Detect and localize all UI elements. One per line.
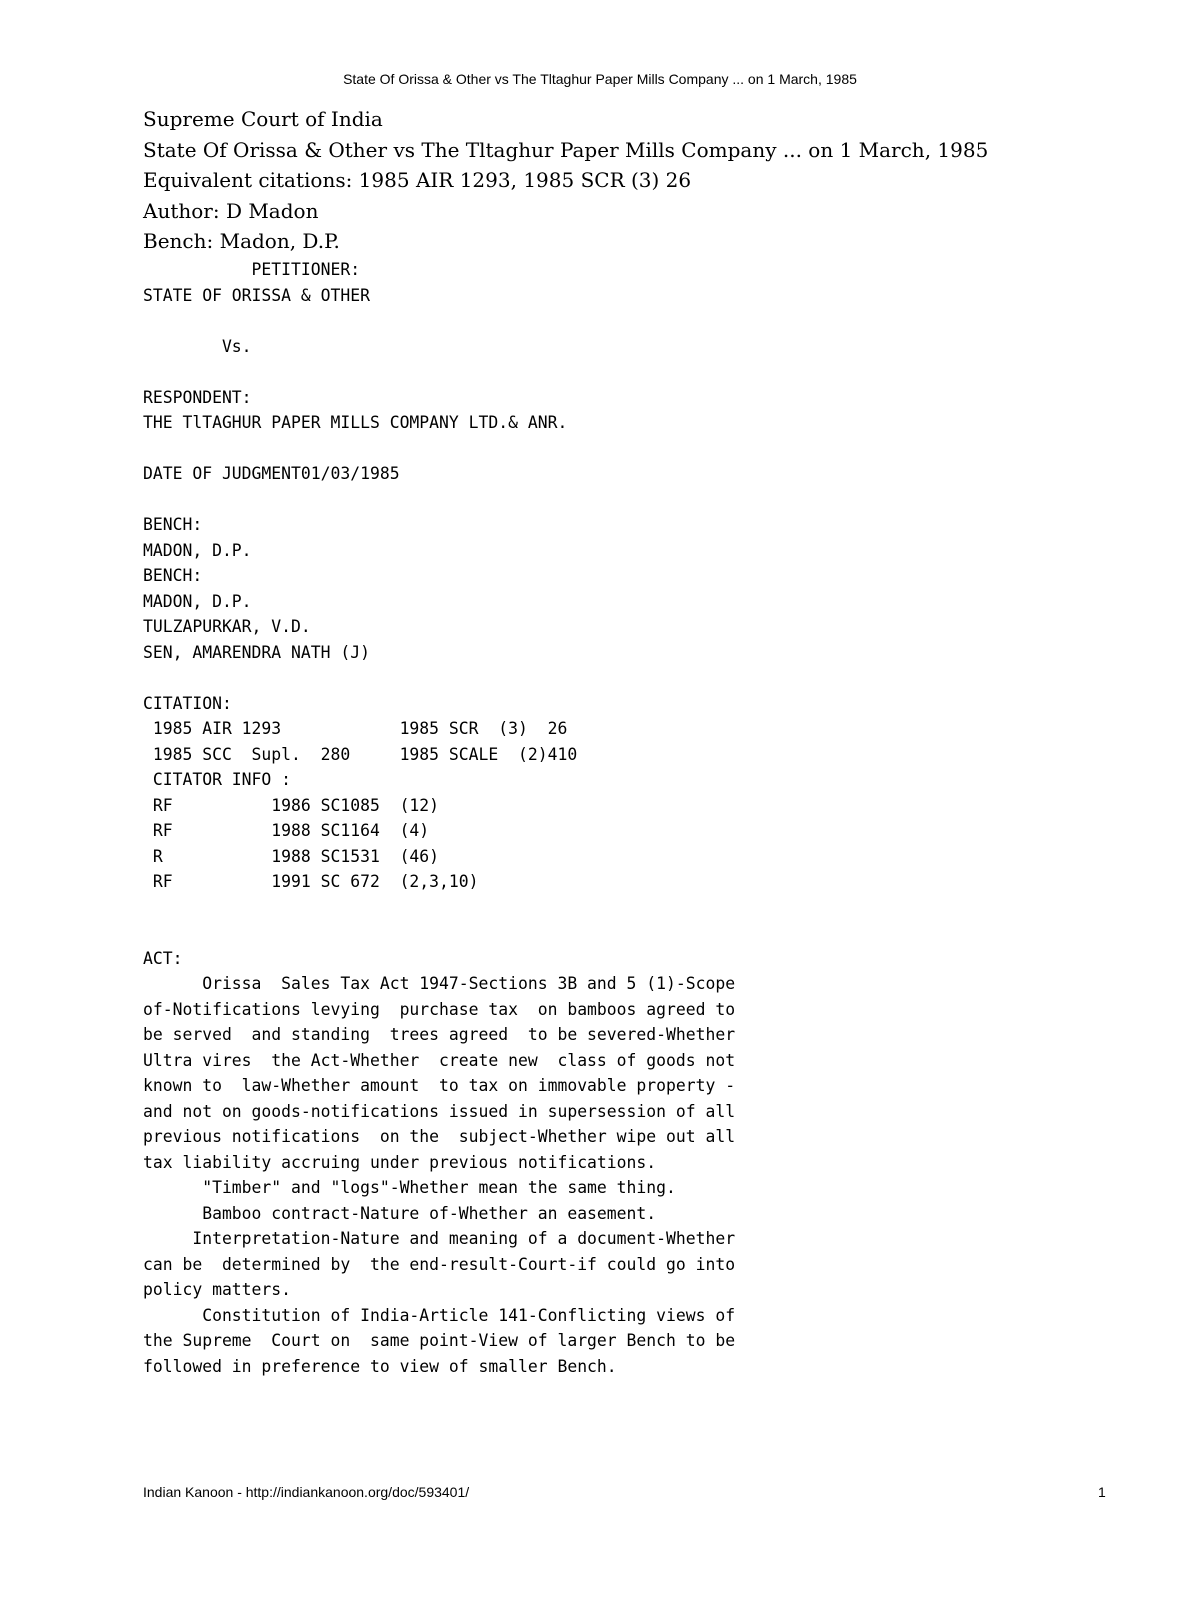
running-header: State Of Orissa & Other vs The Tltaghur Paper Mills Company ... on 1 March, 1985 (343, 71, 857, 87)
author: Author: D Madon (143, 198, 319, 223)
document-meta (143, 104, 988, 257)
footer-source-link[interactable]: Indian Kanoon - http://indiankanoon.org/doc/593401/ (143, 1484, 470, 1500)
judgment-body-text: PETITIONER: STATE OF ORISSA & OTHER Vs. RESPONDENT: THE TlTAGHUR PAPER MILLS COMPANY LTD.& ANR. DATE OF JUDGMENT01/03/1985 BENCH: MADON, D.P. BENCH: MADON, D.P. TULZAPURKAR, V.D. SEN, AMARENDRA NATH (J) CITATION: 1985 AIR 1293 1985 SCR (3) 26 1985 SCC Supl. 280 1985 SCALE (2)410 CITATOR INFO : RF 1986 SC1085 (12) RF 1988 SC1164 (4) R 1988 SC1531 (46) RF 1991 SC 672 (2,3,10) ACT: Orissa Sales Tax Act 1947-Sections 3B and 5 (1)-Scope of-Notifications levying purchase tax on bamboos agreed to be served and standing trees agreed to be severed-Whether Ultra vires the Act-Whether create new class of goods not known to law-Whether amount to tax on immovable property - and not on goods-notifications issued in supersession of all previous notifications on the subject-Whether wipe out all tax liability accruing under previous notifications. "Timber" and "logs"-Whether mean the same thing. Bamboo contract-Nature of-Whether an easement. Interpretation-Nature and meaning of a document-Whether can be determined by the end-result-Court-if could go into policy matters. Constitution of India-Article 141-Conflicting views of the Supreme Court on same point-View of larger Bench to be followed in preference to view of smaller Bench. (143, 260, 736, 1376)
court-name: Supreme Court of India (143, 107, 383, 131)
bench: Bench: Madon, D.P. (143, 229, 340, 253)
page-number: 1 (1098, 1484, 1106, 1500)
case-title: State Of Orissa & Other vs The Tltaghur Paper Mills Company ... on 1 March, 1985 (143, 137, 989, 162)
equivalent-citations: Equivalent citations: 1985 AIR 1293, 1985 SCR (3) 26 (143, 168, 692, 192)
